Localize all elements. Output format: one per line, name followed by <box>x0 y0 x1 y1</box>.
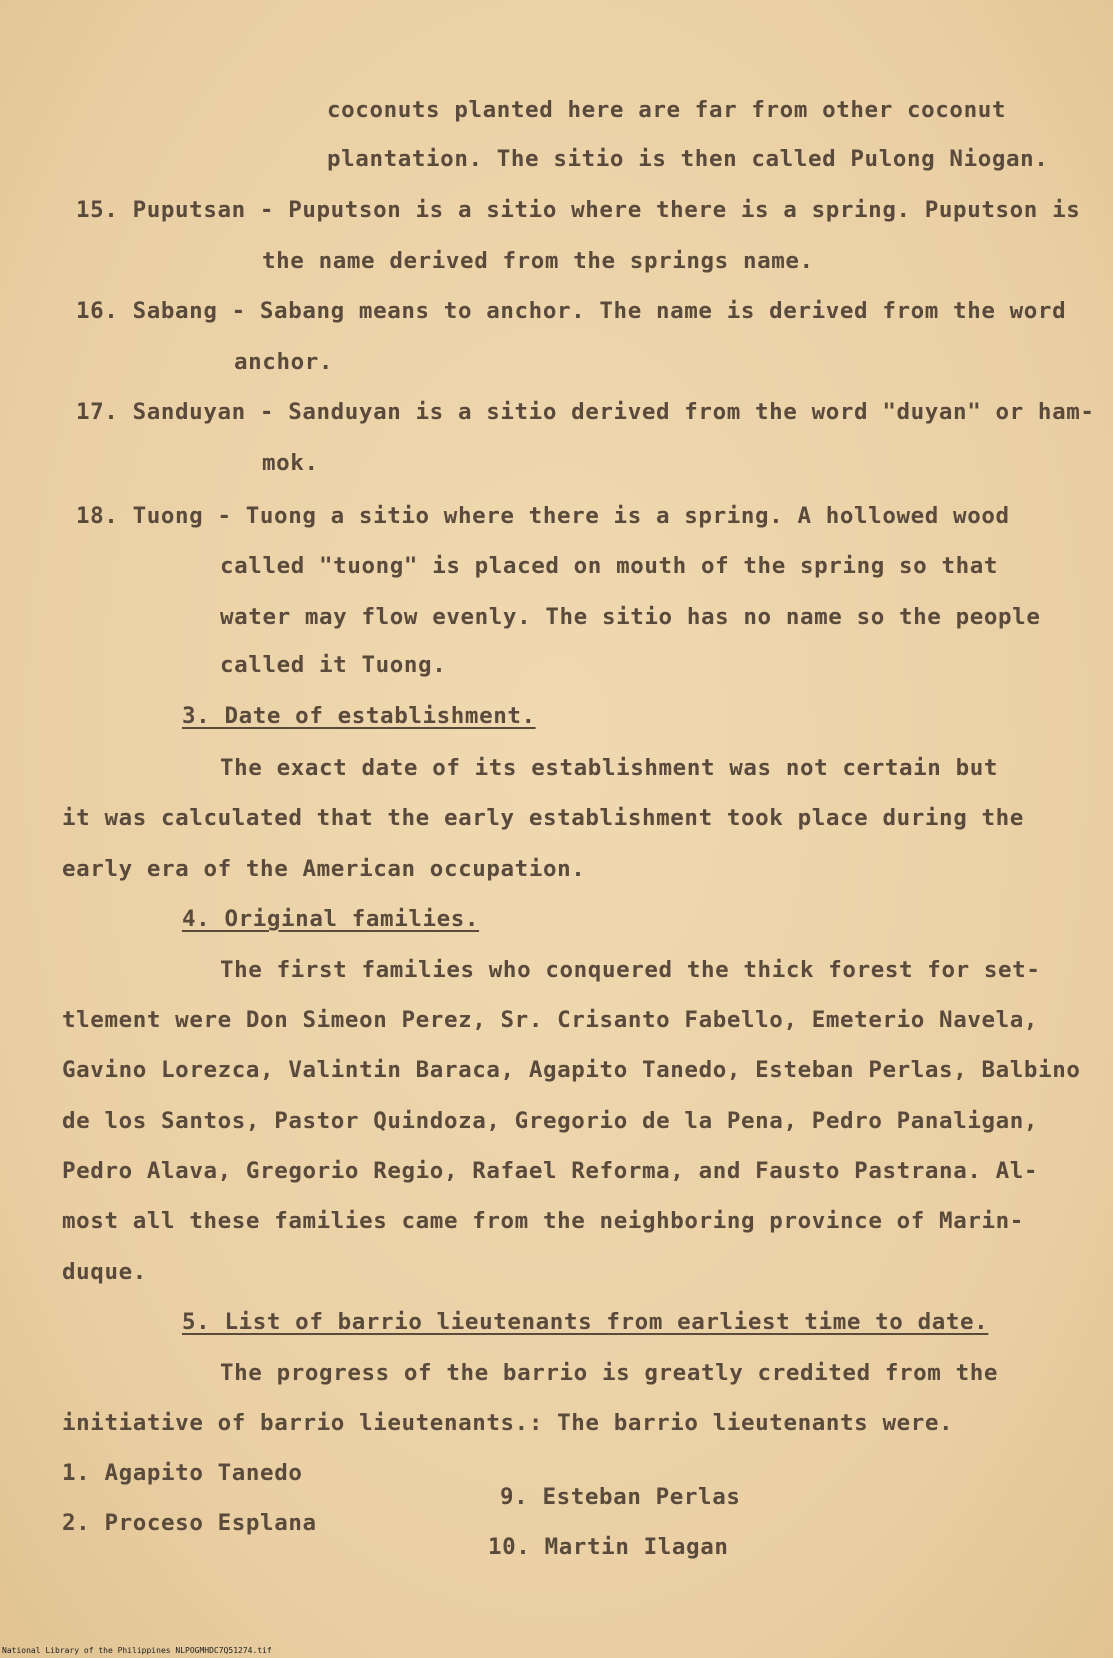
text-line: anchor. <box>234 349 334 375</box>
text-line: early era of the American occupation. <box>62 856 586 882</box>
text-line: water may flow evenly. The sitio has no name so the people <box>220 604 1041 630</box>
text-line: The progress of the barrio is greatly credited from the <box>220 1360 999 1386</box>
text-line: most all these families came from the neighboring province of Marin- <box>62 1208 1024 1234</box>
text-line: Pedro Alava, Gregorio Regio, Rafael Reforma, and Fausto Pastrana. Al- <box>62 1158 1039 1184</box>
list-item-18: 18. Tuong - Tuong a sitio where there is a spring. A hollowed wood <box>76 503 1010 529</box>
list-item-17: 17. Sanduyan - Sanduyan is a sitio derived from the word "duyan" or ham- <box>76 399 1095 425</box>
list-item: 1. Agapito Tanedo <box>62 1460 303 1486</box>
text-line: it was calculated that the early establishment took place during the <box>62 805 1024 831</box>
text-line: The first families who conquered the thick forest for set- <box>220 957 1041 983</box>
text-line: called "tuong" is placed on mouth of the spring so that <box>220 553 999 579</box>
text-line: called it Tuong. <box>220 652 447 678</box>
archive-footer: National Library of the Philippines NLPOGMHDC7Q51274.tif <box>2 1646 272 1655</box>
list-item: 10. Martin Ilagan <box>488 1534 729 1560</box>
text-line: Gavino Lorezca, Valintin Baraca, Agapito Tanedo, Esteban Perlas, Balbino <box>62 1057 1081 1083</box>
text-line: plantation. The sitio is then called Pulong Niogan. <box>327 146 1049 172</box>
section-heading-families: 4. Original families. <box>182 906 480 932</box>
section-heading-date: 3. Date of establishment. <box>182 703 536 729</box>
text-line: de los Santos, Pastor Quindoza, Gregorio de la Pena, Pedro Panaligan, <box>62 1108 1039 1134</box>
text-line: tlement were Don Simeon Perez, Sr. Crisanto Fabello, Emeterio Navela, <box>62 1007 1039 1033</box>
text-line: duque. <box>62 1259 147 1285</box>
text-line: initiative of barrio lieutenants.: The barrio lieutenants were. <box>62 1410 954 1436</box>
list-item: 9. Esteban Perlas <box>500 1484 741 1510</box>
text-line: mok. <box>262 450 319 476</box>
list-item-16: 16. Sabang - Sabang means to anchor. The name is derived from the word <box>76 298 1067 324</box>
text-line: coconuts planted here are far from other coconut <box>327 97 1007 123</box>
list-item: 2. Proceso Esplana <box>62 1510 317 1536</box>
text-line: The exact date of its establishment was not certain but <box>220 755 999 781</box>
section-heading-lieutenants: 5. List of barrio lieutenants from earliest time to date. <box>182 1309 989 1335</box>
list-item-15: 15. Puputsan - Puputson is a sitio where there is a spring. Puputson is <box>76 197 1081 223</box>
text-line: the name derived from the springs name. <box>262 248 814 274</box>
